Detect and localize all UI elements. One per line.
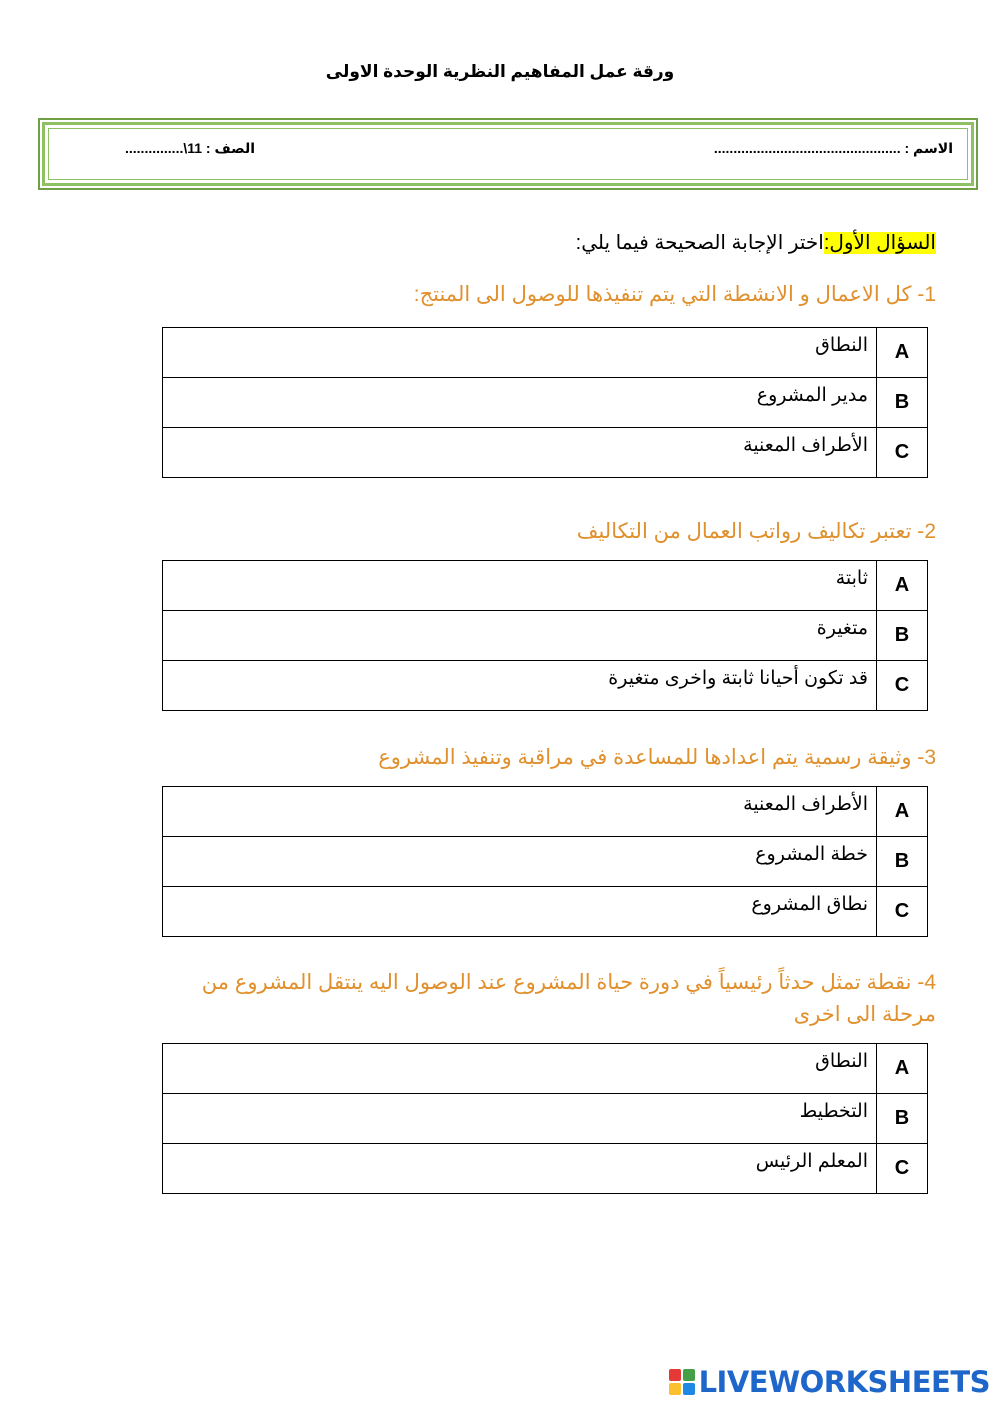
question-2-options [162, 560, 928, 711]
option-letter: C [877, 1144, 928, 1194]
name-field[interactable] [714, 140, 953, 157]
question-2-text: 2- تعتبر تكاليف رواتب العمال من التكاليف [576, 520, 936, 543]
option-row[interactable] [163, 1094, 928, 1144]
option-text[interactable]: خطة المشروع [163, 837, 877, 887]
option-text[interactable]: ثابتة [163, 561, 877, 611]
option-text[interactable]: نطاق المشروع [163, 887, 877, 937]
liveworksheets-logo-icon [669, 1369, 695, 1395]
option-text[interactable]: المعلم الرئيس [163, 1144, 877, 1194]
liveworksheets-logo[interactable] [669, 1365, 990, 1399]
section-heading [576, 230, 936, 255]
question-1-text: 1- كل الاعمال و الانشطة التي يتم تنفيذها للوصول الى المنتج: [413, 283, 936, 306]
option-letter: B [877, 1094, 928, 1144]
option-letter: A [877, 787, 928, 837]
section-heading-highlight: السؤال الأول: [823, 232, 936, 254]
option-row[interactable] [163, 378, 928, 428]
student-info-box [42, 122, 974, 186]
logo-square-icon [683, 1369, 695, 1381]
option-row[interactable] [163, 887, 928, 937]
option-letter: A [877, 328, 928, 378]
option-text[interactable]: مدير المشروع [163, 378, 877, 428]
option-row[interactable] [163, 611, 928, 661]
option-text[interactable]: النطاق [163, 1044, 877, 1094]
worksheet-title: ورقة عمل المفاهيم النظرية الوحدة الاولى [325, 62, 675, 81]
question-3-options [162, 786, 928, 937]
question-3-text: 3- وثيقة رسمية يتم اعدادها للمساعدة في مراقبة وتنفيذ المشروع [378, 746, 936, 769]
option-text[interactable]: التخطيط [163, 1094, 877, 1144]
option-letter: A [877, 561, 928, 611]
logo-square-icon [669, 1383, 681, 1395]
question-1-options [162, 327, 928, 478]
logo-square-icon [669, 1369, 681, 1381]
option-row[interactable] [163, 328, 928, 378]
option-letter: C [877, 661, 928, 711]
grade-field[interactable]: الصف : 11\............... [125, 140, 256, 156]
option-text[interactable]: الأطراف المعنية [163, 428, 877, 478]
option-letter: B [877, 611, 928, 661]
option-letter: C [877, 428, 928, 478]
logo-square-icon [683, 1383, 695, 1395]
section-instruction: اختر الإجابة الصحيحة فيما يلي: [575, 232, 824, 254]
option-letter: A [877, 1044, 928, 1094]
option-row[interactable] [163, 561, 928, 611]
option-row[interactable] [163, 837, 928, 887]
option-text[interactable]: الأطراف المعنية [163, 787, 877, 837]
question-4-text: 4- نقطة تمثل حدثاً رئيسياً في دورة حياة المشروع عند الوصول اليه ينتقل المشروع من مرحلة الى اخرى [201, 971, 936, 1026]
option-text[interactable]: قد تكون أحيانا ثابتة واخرى متغيرة [163, 661, 877, 711]
liveworksheets-logo-text: LIVEWORKSHEETS [698, 1365, 990, 1399]
option-row[interactable] [163, 787, 928, 837]
name-label: الاسم : [904, 140, 953, 156]
option-letter: B [877, 837, 928, 887]
option-row[interactable] [163, 661, 928, 711]
name-dots[interactable]: ................................................ [713, 140, 901, 156]
option-text[interactable]: متغيرة [163, 611, 877, 661]
option-letter: B [877, 378, 928, 428]
option-row[interactable] [163, 1144, 928, 1194]
option-row[interactable] [163, 1044, 928, 1094]
question-4-options [162, 1043, 928, 1194]
option-text[interactable]: النطاق [163, 328, 877, 378]
option-row[interactable] [163, 428, 928, 478]
option-letter: C [877, 887, 928, 937]
